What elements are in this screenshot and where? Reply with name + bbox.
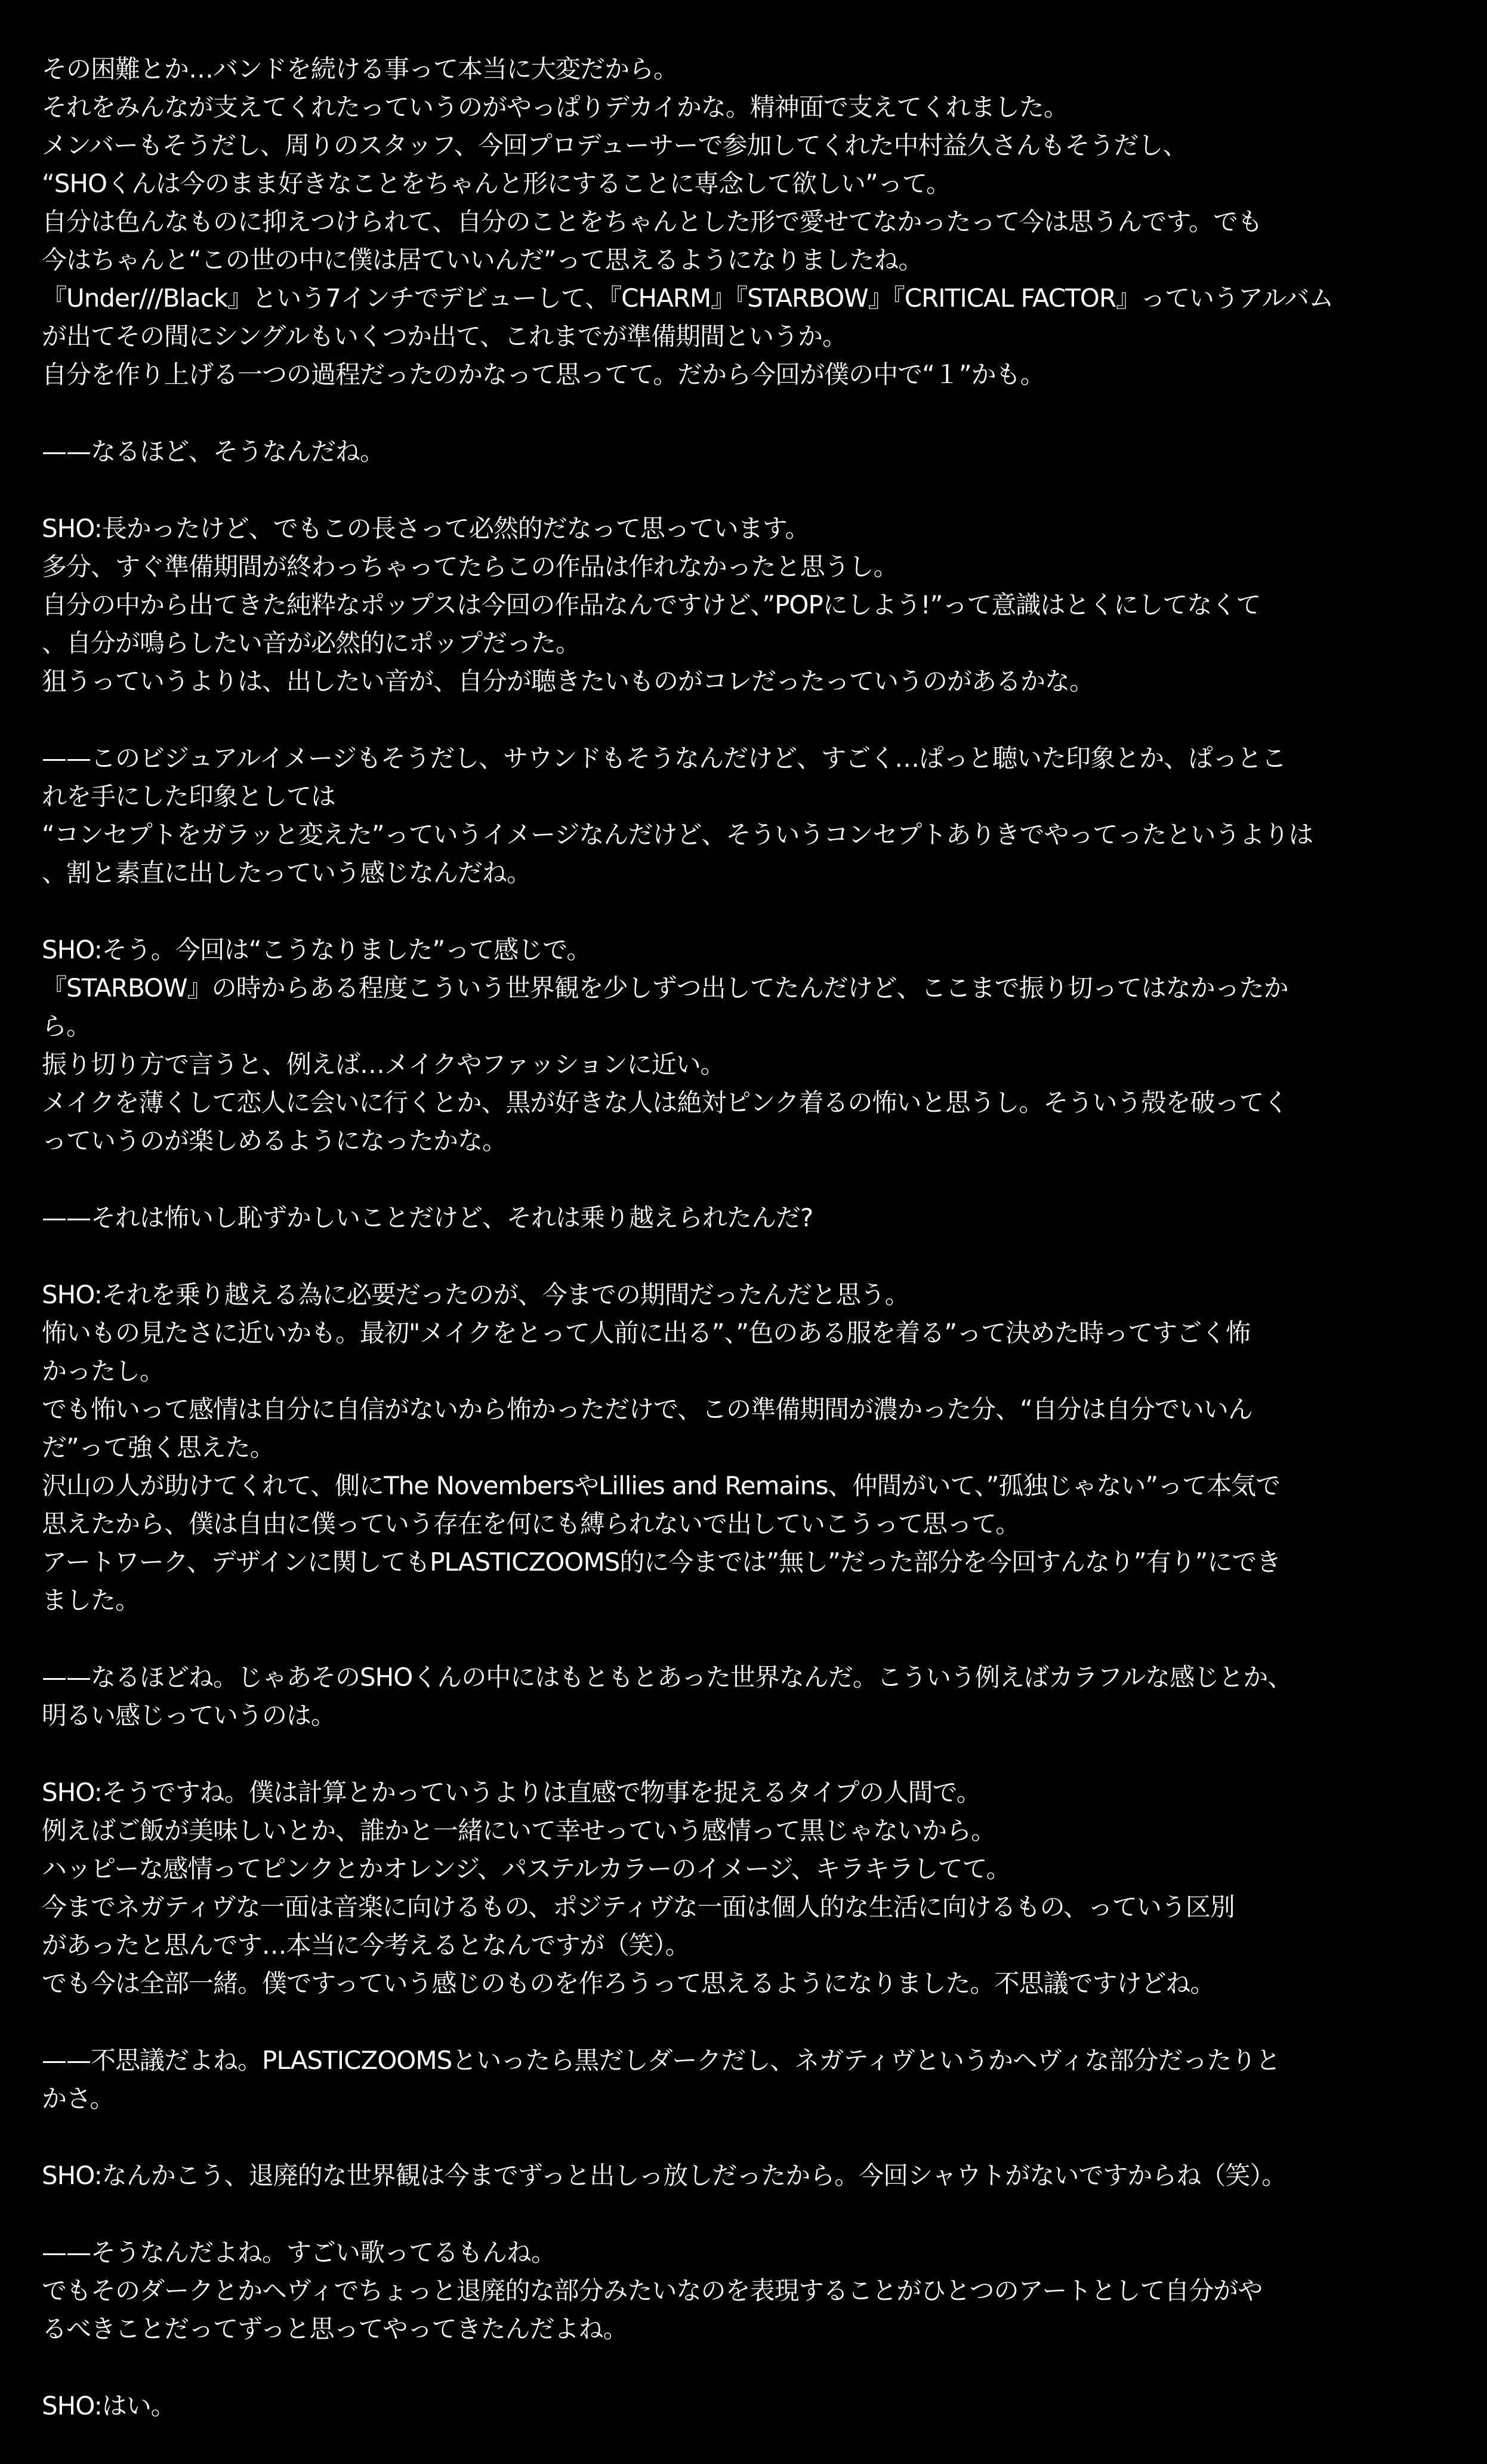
- text-line: ハッピーな感情ってピンクとかオレンジ、パステルカラーのイメージ、キラキラしてて。: [42, 1854, 1011, 1883]
- paragraph: [42, 2234, 1450, 2348]
- text-line: っていうのが楽しめるようになったかな。: [42, 1126, 507, 1155]
- text-line: “コンセプトをガラッと変えた”っていうイメージなんだけど、そういうコンセプトありきでやってったというよりは: [42, 820, 1313, 849]
- text-line: SHO:そうですね。僕は計算とかっていうよりは直感で物事を捉えるタイプの人間で。: [42, 1778, 981, 1807]
- paragraph: [42, 931, 1450, 1160]
- text-line: ら。: [42, 1011, 91, 1041]
- text-line: アートワーク、デザインに関してもPLASTICZOOMS的に今までは”無し”だった部分を今回すんなり”有り”にでき: [42, 1547, 1281, 1577]
- text-line: 『Under///Black』という7インチでデビューして、『CHARM』『STARBOW』『CRITICAL FACTOR』っていうアルバム: [42, 283, 1334, 313]
- text-line: 自分は色んなものに抑えつけられて、自分のことをちゃんとした形で愛せてなかったって今は思うんです。でも: [42, 207, 1262, 236]
- paragraph: [42, 433, 1450, 471]
- text-line: 振り切り方で言うと、例えば…メイクやファッションに近い。: [42, 1050, 725, 1079]
- text-line: 『STARBOW』の時からある程度こういう世界観を少しずつ出してたんだけど、ここまで振り切ってはなかったか: [42, 973, 1288, 1003]
- text-line: 思えたから、僕は自由に僕っていう存在を何にも縛られないで出していこうって思って。: [42, 1509, 1020, 1538]
- text-line: でもそのダークとかヘヴィでちょっと退廃的な部分みたいなのを表現することがひとつのアートとして自分がや: [42, 2276, 1263, 2305]
- text-line: ——このビジュアルイメージもそうだし、サウンドもそうなんだけど、すごく…ぱっと聴いた印象とか、ぱっとこ: [42, 744, 1287, 773]
- text-line: メイクを薄くして恋人に会いに行くとか、黒が好きな人は絶対ピンク着るの怖いと思うし。そういう殻を破ってく: [42, 1088, 1288, 1117]
- text-line: ——なるほど、そうなんだね。: [42, 437, 385, 466]
- text-line: ——なるほどね。じゃあそのSHOくんの中にはもともとあった世界なんだ。こういう例えばカラフルな感じとか、: [42, 1663, 1292, 1692]
- text-line: ました。: [42, 1586, 140, 1615]
- paragraph: [42, 1199, 1450, 1237]
- text-line: ——不思議だよね。PLASTICZOOMSといったら黒だしダークだし、ネガティヴというかヘヴィな部分だったりと: [42, 2046, 1281, 2075]
- text-line: ——それは怖いし恥ずかしいことだけど、それは乗り越えられたんだ?: [42, 1203, 813, 1232]
- paragraph: [42, 2387, 1450, 2425]
- text-line: 、自分が鳴らしたい音が必然的にポップだった。: [42, 628, 581, 658]
- text-line: 今はちゃんと“この世の中に僕は居ていいんだ”って思えるようになりましたね。: [42, 245, 923, 275]
- text-line: 多分、すぐ準備期間が終わっちゃってたらこの作品は作れなかったと思うし。: [42, 552, 898, 581]
- paragraph: [42, 50, 1450, 394]
- interview-document: [42, 50, 1450, 2464]
- text-line: メンバーもそうだし、周りのスタッフ、今回プロデューサーで参加してくれた中村益久さんもそうだし、: [42, 131, 1187, 160]
- text-line: が出てその間にシングルもいくつか出て、これまでが準備期間というか。: [42, 322, 847, 351]
- text-line: 狙うっていうよりは、出したい音が、自分が聴きたいものがコレだったっていうのがあるかな。: [42, 667, 1094, 696]
- text-line: 自分を作り上げる一つの過程だったのかなって思ってて。だから今回が僕の中で“１”かも。: [42, 360, 1045, 389]
- text-line: があったと思んです…本当に今考えるとなんですが（笑）。: [42, 1931, 690, 1960]
- text-line: SHO:はい。: [42, 2391, 175, 2420]
- text-line: でも今は全部一緒。僕ですっていう感じのものを作ろうって思えるようになりました。不思議ですけどね。: [42, 1969, 1215, 1998]
- text-line: その困難とか…バンドを続ける事って本当に大変だから。: [42, 54, 678, 84]
- text-line: “SHOくんは今のまま好きなことをちゃんと形にすることに専念して欲しい”って。: [42, 169, 951, 198]
- paragraph: [42, 2041, 1450, 2118]
- text-line: かったし。: [42, 1356, 165, 1386]
- text-line: だ”って強く思えた。: [42, 1433, 274, 1462]
- paragraph: [42, 1774, 1450, 2003]
- text-line: 、割と素直に出したっていう感じなんだね。: [42, 858, 532, 887]
- text-line: それをみんなが支えてくれたっていうのがやっぱりデカイかな。精神面で支えてくれました。: [42, 92, 1068, 122]
- paragraph: [42, 739, 1450, 892]
- text-line: るべきことだってずっと思ってやってきたんだよね。: [42, 2314, 628, 2343]
- paragraph: [42, 1658, 1450, 1735]
- text-line: SHO:長かったけど、でもこの長さって必然的だなって思っています。: [42, 514, 810, 543]
- text-line: でも怖いって感情は自分に自信がないから怖かっただけで、この準備期間が濃かった分、“自分は自分でいいん: [42, 1395, 1252, 1424]
- text-line: 自分の中から出てきた純粋なポップスは今回の作品なんですけど、”POPにしよう!”って意識はとくにしてなくて: [42, 590, 1261, 619]
- text-line: 明るい感じっていうのは。: [42, 1701, 336, 1730]
- text-line: SHO:そう。今回は“こうなりました”って感じで。: [42, 935, 591, 964]
- paragraph: [42, 1276, 1450, 1620]
- text-line: ——そうなんだよね。すごい歌ってるもんね。: [42, 2238, 556, 2267]
- text-line: 今までネガティヴな一面は音楽に向けるもの、ポジティヴな一面は個人的な生活に向けるもの、っていう区別: [42, 1892, 1235, 1922]
- paragraph: [42, 510, 1450, 701]
- text-line: 沢山の人が助けてくれて、側にThe NovembersやLillies and Remains、仲間がいて、”孤独じゃない”って本気で: [42, 1471, 1281, 1500]
- text-line: SHO:それを乗り越える為に必要だったのが、今までの期間だったんだと思う。: [42, 1280, 909, 1309]
- text-line: かさ。: [42, 2084, 115, 2113]
- text-line: 怖いもの見たさに近いかも。最初"メイクをとって人前に出る”、”色のある服を着る”って決めた時ってすごく怖: [42, 1318, 1251, 1347]
- paragraph: [42, 2157, 1450, 2195]
- text-line: れを手にした印象としては: [42, 782, 336, 811]
- text-line: 例えばご飯が美味しいとか、誰かと一緒にいて幸せっていう感情って黒じゃないから。: [42, 1816, 996, 1845]
- text-line: SHO:なんかこう、退廃的な世界観は今までずっと出しっ放しだったから。今回シャウトがないですからね（笑）。: [42, 2161, 1287, 2190]
